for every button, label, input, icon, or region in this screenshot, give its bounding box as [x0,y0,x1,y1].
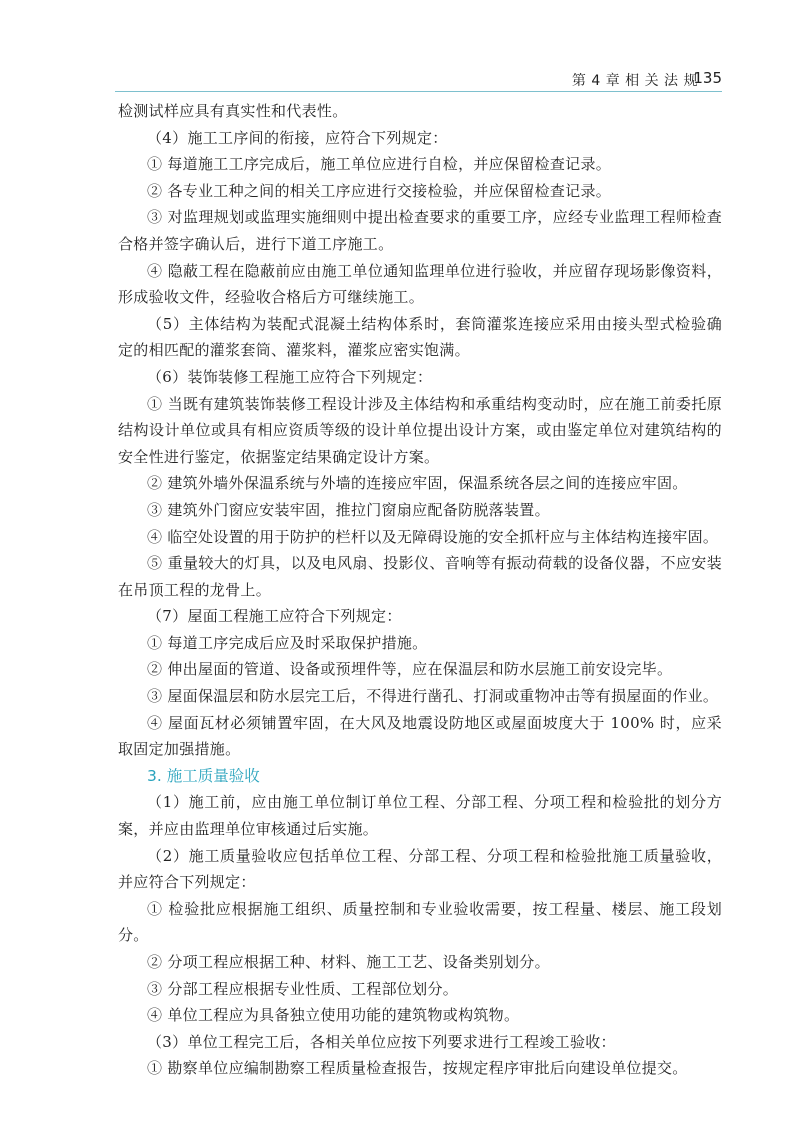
paragraph: （7）屋面工程施工应符合下列规定： [147,607,402,626]
body-text [118,98,722,1082]
paragraph: （2）施工质量验收应包括单位工程、分部工程、分项工程和检验批施工质量验收，并应符合下列规定： [118,846,722,892]
paragraph: 检测试样应具有真实性和代表性。 [118,102,348,120]
chapter-title: 第 4 章 相 关 法 规 [571,73,698,89]
paragraph: ③ 对监理规划或监理实施细则中提出检查要求的重要工序，应经专业监理工程师检查合格并签字确认后，进行下道工序施工。 [118,208,722,253]
paragraph: （1）施工前，应由施工单位制订单位工程、分部工程、分项工程和检验批的划分方案，并应由监理单位审核通过后实施。 [118,793,722,839]
paragraph: ② 建筑外墙外保温系统与外墙的连接应牢固，保温系统各层之间的连接应牢固。 [147,474,688,493]
header-rule [115,91,722,92]
regulation-block-acceptance [118,789,722,1082]
paragraph: ③ 建筑外门窗应安装牢固，推拉门窗扇应配备防脱落装置。 [147,500,550,519]
paragraph: ④ 临空处设置的用于防护的栏杆以及无障碍设施的安全抓杆应与主体结构连接牢固。 [147,527,719,546]
paragraph: ④ 单位工程应为具备独立使用功能的建筑物或构筑物。 [147,1006,520,1025]
page-number: 135 [693,69,722,87]
paragraph: ① 每道工序完成后应及时采取保护措施。 [147,633,428,652]
paragraph: ② 分项工程应根据工种、材料、施工工艺、设备类别划分。 [147,953,550,971]
paragraph: ① 勘察单位应编制勘察工程质量检查报告，按规定程序审批后向建设单位提交。 [147,1059,688,1078]
paragraph: ④ 隐蔽工程在隐蔽前应由施工单位通知监理单位进行验收，并应留存现场影像资料，形成验收文件，经验收合格后方可继续施工。 [118,261,722,307]
paragraph: ⑤ 重量较大的灯具，以及电风扇、投影仪、音响等有振动荷载的设备仪器，不应安装在吊顶工程的龙骨上。 [118,554,722,599]
paragraph: ① 当既有建筑装饰装修工程设计涉及主体结构和承重结构变动时，应在施工前委托原结构设计单位或具有相应资质等级的设计单位提出设计方案，或由鉴定单位对建筑结构的安全性进行鉴定，依据鉴定结果确定设计方案。 [118,394,722,466]
paragraph: （5）主体结构为装配式混凝土结构体系时，套筒灌浆连接应采用由接头型式检验确定的相匹配的灌浆套筒、灌浆料，灌浆应密实饱满。 [118,314,722,360]
page-header [0,0,800,92]
paragraph: ③ 分部工程应根据专业性质、工程部位划分。 [147,979,459,998]
paragraph: （3）单位工程完工后，各相关单位应按下列要求进行工程竣工验收： [147,1032,616,1051]
paragraph: ④ 屋面瓦材必须铺置牢固，在大风及地震设防地区或屋面坡度大于 100% 时，应采取固定加强措施。 [118,713,722,759]
paragraph: ① 每道施工工序完成后，施工单位应进行自检，并应保留检查记录。 [147,155,612,174]
section-title: 3. 施工质量验收 [147,766,260,785]
paragraph: （4）施工工序间的衔接，应符合下列规定： [147,128,448,147]
paragraph: ③ 屋面保温层和防水层完工后，不得进行凿孔、打洞或重物冲击等有损屋面的作业。 [147,687,719,706]
paragraph: ② 伸出屋面的管道、设备或预埋件等，应在保温层和防水层施工前安设完毕。 [147,660,673,679]
regulation-block-construction [118,98,722,763]
paragraph: （6）装饰装修工程施工应符合下列规定： [147,367,433,386]
paragraph: ② 各专业工种之间的相关工序应进行交接检验，并应保留检查记录。 [147,181,612,200]
paragraph: ① 检验批应根据施工组织、质量控制和专业验收需要，按工程量、楼层、施工段划分。 [118,899,722,945]
